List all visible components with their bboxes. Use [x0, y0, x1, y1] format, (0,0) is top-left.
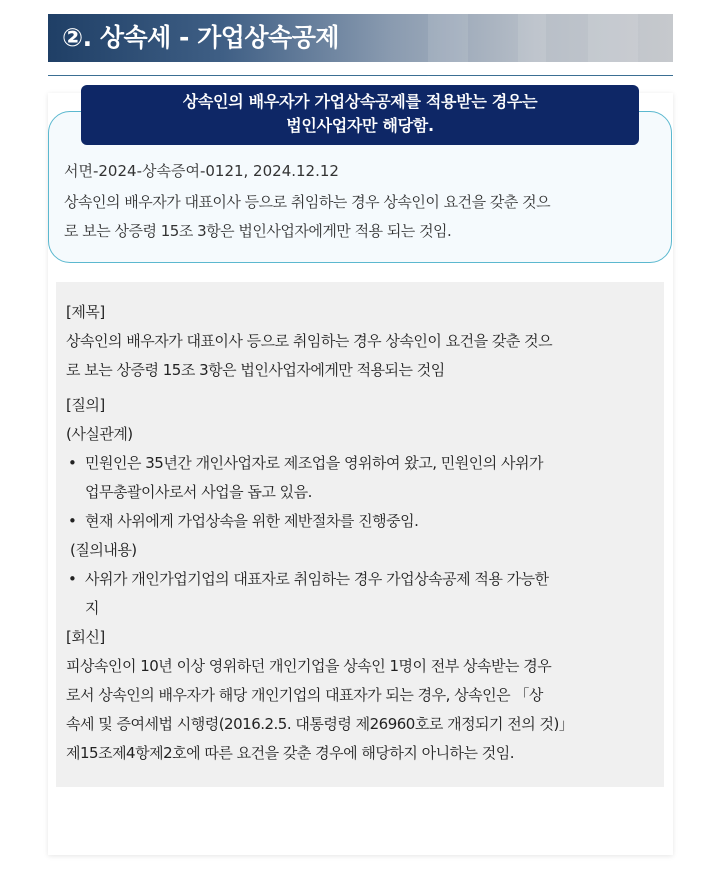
bullet-text: 사위가 개인가업기업의 대표자로 취임하는 경우 가업상속공제 적용 가능한 [85, 570, 549, 588]
answer-line: 속세 및 증여세법 시행령(2016.2.5. 대통령령 제26960호로 개정되기 전의 것)」 [66, 715, 574, 733]
banner-building-stripe [518, 14, 546, 62]
question-label: [질의] [66, 396, 105, 414]
bullet-text-continued: 업무총괄이사로서 사업을 돕고 있음. [85, 483, 312, 501]
answer-label: [회신] [66, 628, 105, 646]
facts-bullet [66, 449, 662, 478]
section-banner [48, 14, 673, 62]
headline-line: 상속인의 배우자가 가업상속공제를 적용받는 경우는 [182, 92, 538, 111]
summary-line: 상속인의 배우자가 대표이사 등으로 취임하는 경우 상속인이 요건을 갖춘 것으 [64, 193, 551, 211]
bullet-text: 현재 사위에게 가업상속을 위한 제반절차를 진행중임. [85, 512, 419, 530]
banner-divider [48, 75, 673, 76]
answer-line: 피상속인이 10년 이상 영위하던 개인기업을 상속인 1명이 전부 상속받는 경우 [66, 657, 552, 675]
headline-line: 법인사업자만 해당함. [286, 116, 434, 135]
banner-building-stripe [428, 14, 468, 62]
answer-line: 로서 상속인의 배우자가 해당 개인기업의 대표자가 되는 경우, 상속인은 「상 [66, 686, 543, 704]
banner-building-stripe [588, 14, 638, 62]
summary-headline [81, 85, 639, 145]
bullet-icon: • [68, 570, 77, 588]
subject-line: 상속인의 배우자가 대표이사 등으로 취임하는 경우 상속인이 요건을 갖춘 것으 [66, 332, 553, 350]
facts-label: (사실관계) [66, 425, 133, 443]
detail-text [66, 298, 662, 768]
subject-line: 로 보는 상증령 15조 3항은 법인사업자에게만 적용되는 것임 [66, 361, 445, 379]
bullet-text: 민원인은 35년간 개인사업자로 제조업을 영위하여 왔고, 민원인의 사위가 [85, 454, 543, 472]
summary-text [64, 188, 660, 246]
question-content-label: (질의내용) [70, 541, 137, 559]
ruling-reference: 서면-2024-상속증여-0121, 2024.12.12 [64, 162, 339, 180]
bullet-text-continued: 지 [85, 599, 99, 617]
bullet-icon: • [68, 454, 77, 472]
subject-label: [제목] [66, 303, 105, 321]
summary-line: 로 보는 상증령 15조 3항은 법인사업자에게만 적용 되는 것임. [64, 222, 452, 240]
bullet-icon: • [68, 512, 77, 530]
answer-line: 제15조제4항제2호에 따른 요건을 갖춘 경우에 해당하지 아니하는 것임. [66, 744, 515, 762]
facts-bullet [66, 507, 662, 536]
question-bullet [66, 565, 662, 594]
section-title: ②. 상속세 - 가업상속공제 [62, 23, 340, 52]
